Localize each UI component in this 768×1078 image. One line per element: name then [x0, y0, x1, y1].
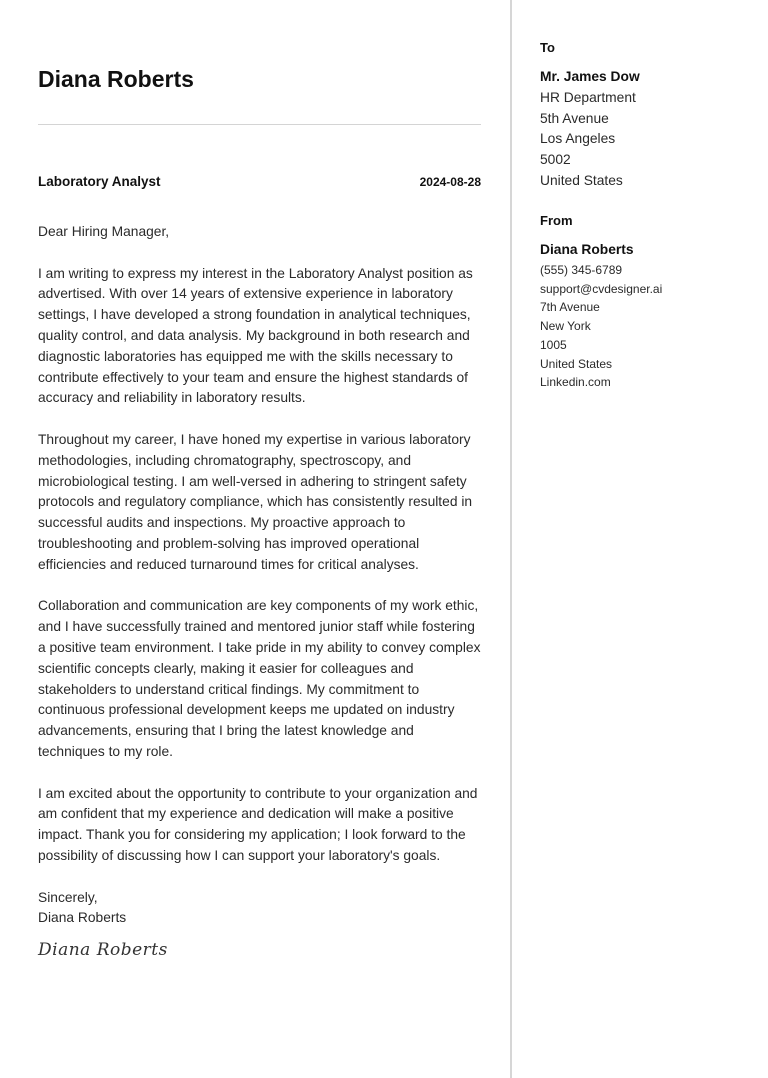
sender-name-heading: Diana Roberts — [38, 66, 194, 92]
closing-name: Diana Roberts — [38, 910, 127, 926]
sender-website[interactable]: Linkedin.com — [540, 375, 611, 390]
sender-contact-name: Diana Roberts — [540, 242, 634, 257]
sender-country: United States — [540, 356, 613, 371]
recipient-country: United States — [540, 172, 623, 188]
job-title: Laboratory Analyst — [38, 174, 161, 189]
handwritten-signature: Diana Roberts — [38, 940, 168, 960]
salutation: Dear Hiring Manager, — [38, 224, 170, 239]
sender-postal: 1005 — [540, 337, 567, 352]
job-date-line — [38, 174, 481, 189]
sender-phone: (555) 345-6789 — [540, 263, 623, 277]
from-heading: From — [540, 213, 573, 228]
sender-street: 7th Avenue — [540, 300, 600, 315]
to-heading: To — [540, 40, 555, 55]
header-divider — [38, 124, 481, 125]
closing: Sincerely, — [38, 889, 98, 905]
letter-date: 2024-08-28 — [419, 175, 481, 189]
recipient-department: HR Department — [540, 89, 636, 105]
recipient-name: Mr. James Dow — [540, 69, 640, 84]
recipient-street: 5th Avenue — [540, 110, 609, 126]
recipient-address — [540, 67, 640, 192]
recipient-city: Los Angeles — [540, 131, 616, 147]
paragraph-3: Collaboration and communication are key components of my work ethic, and I have successfully trained and mentored junior staff while fostering a positive team environment. I take pride in my ability to convey complex scientific concepts clearly, making it easier for colleagues and stakeholders to understand critical findings. My commitment to continuous professional development keeps me updated on industry advancements, ensuring that I bring the latest knowledge and techniques to my role. — [38, 598, 481, 759]
letter-body — [38, 222, 481, 929]
column-divider — [510, 0, 512, 1078]
recipient-postal: 5002 — [540, 152, 571, 168]
paragraph-2: Throughout my career, I have honed my expertise in various laboratory methodologies, including chromatography, spectroscopy, and microbiological testing. I am well-versed in adhering to stringent safety protocols and regulatory compliance, which has consistently resulted in successful audits and inspections. My proactive approach to troubleshooting and problem-solving has improved operational efficiencies and reduced turnaround times for critical analyses. — [38, 431, 473, 572]
sender-contact — [540, 240, 662, 392]
sender-city: New York — [540, 319, 591, 334]
sender-email[interactable]: support@cvdesigner.ai — [540, 281, 663, 296]
paragraph-1: I am writing to express my interest in the Laboratory Analyst position as advertised. With over 14 years of extensive experience in laboratory settings, I have developed a strong foundation in analytical techniques, quality control, and data analysis. My background in both research and diagnostic laboratories has equipped me with the skills necessary to contribute effectively to your team and ensure the highest standards of accuracy and reliability in laboratory results. — [38, 265, 473, 406]
paragraph-4: I am excited about the opportunity to contribute to your organization and am confident that my experience and dedication will make a positive impact. Thank you for considering my application; I look forward to the possibility of discussing how I can support your laboratory's goals. — [38, 785, 478, 863]
